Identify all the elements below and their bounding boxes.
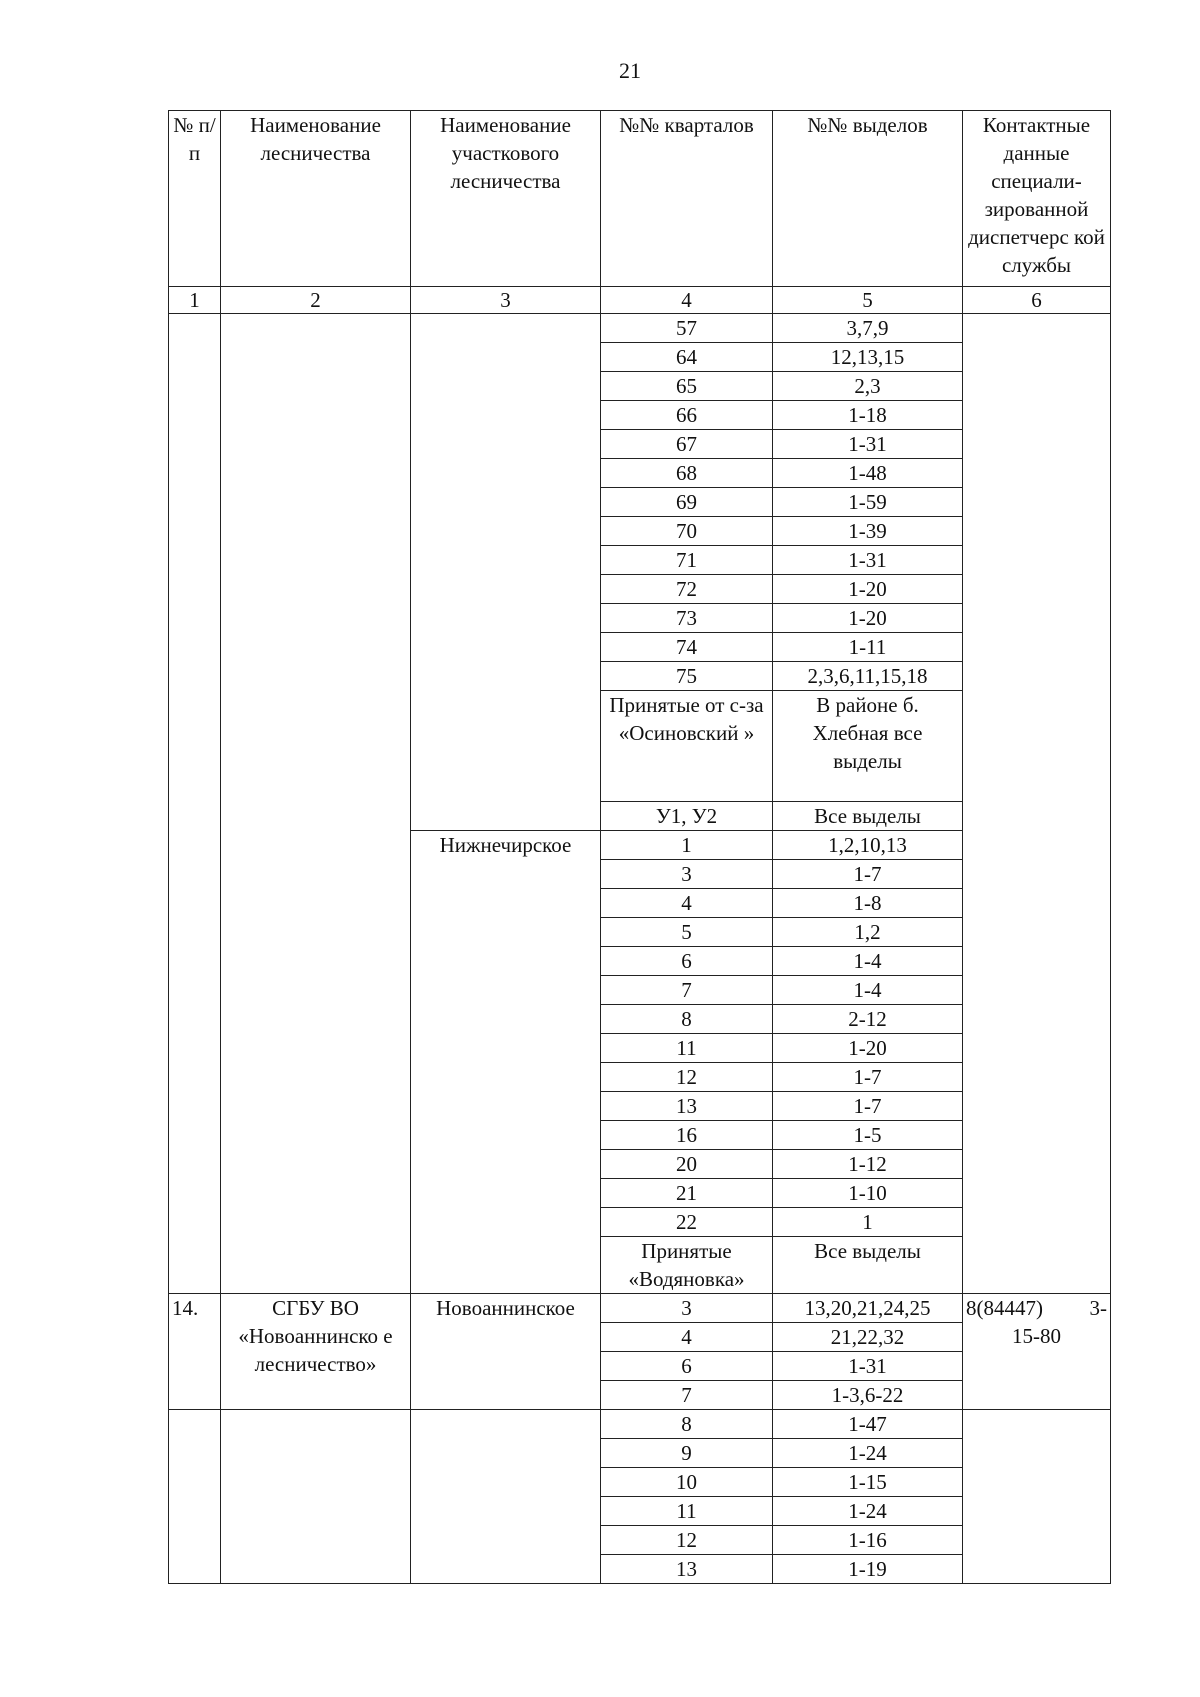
plots-cell: 1 xyxy=(773,1208,963,1237)
contact-line-2: 15-80 xyxy=(1012,1324,1061,1348)
col-number-6: 6 xyxy=(963,287,1111,314)
quarter-cell: 13 xyxy=(601,1092,773,1121)
quarter-cell: 67 xyxy=(601,430,773,459)
quarter-cell: 66 xyxy=(601,401,773,430)
row-number-cell: 14. xyxy=(169,1294,221,1410)
plots-cell: Все выделы xyxy=(773,1237,963,1294)
district-cell: Новоаннинское xyxy=(411,1294,601,1410)
plots-cell: 1-15 xyxy=(773,1468,963,1497)
quarter-cell: 9 xyxy=(601,1439,773,1468)
header-quarters: №№ кварталов xyxy=(601,111,773,287)
plots-cell: 1-19 xyxy=(773,1555,963,1584)
quarter-cell: 12 xyxy=(601,1526,773,1555)
quarter-cell: 72 xyxy=(601,575,773,604)
quarter-cell: 20 xyxy=(601,1150,773,1179)
plots-cell: В районе б. Хлебная все выделы xyxy=(773,691,963,802)
quarter-cell: 3 xyxy=(601,860,773,889)
table-row xyxy=(169,1410,1111,1439)
col-number-4: 4 xyxy=(601,287,773,314)
number-cell-empty xyxy=(169,1410,221,1584)
district-cell: Нижнечирское xyxy=(411,831,601,1294)
plots-cell: 1-7 xyxy=(773,860,963,889)
plots-cell: 1-24 xyxy=(773,1439,963,1468)
contact-cell-empty xyxy=(963,314,1111,1294)
plots-cell: 1-4 xyxy=(773,976,963,1005)
quarter-cell: 21 xyxy=(601,1179,773,1208)
header-contacts: Контактные данные специали-зированной диспетчерс кой службы xyxy=(963,111,1111,287)
quarter-cell: 6 xyxy=(601,947,773,976)
quarter-cell: 12 xyxy=(601,1063,773,1092)
contact-info xyxy=(966,1294,1107,1350)
quarter-cell: 13 xyxy=(601,1555,773,1584)
quarter-cell: 5 xyxy=(601,918,773,947)
contact-line-1 xyxy=(966,1294,1107,1322)
district-cell-empty xyxy=(411,1410,601,1584)
quarter-cell: 10 xyxy=(601,1468,773,1497)
plots-cell: 1-20 xyxy=(773,604,963,633)
quarter-cell: 57 xyxy=(601,314,773,343)
plots-cell: 21,22,32 xyxy=(773,1323,963,1352)
plots-cell: 1,2,10,13 xyxy=(773,831,963,860)
plots-cell: 1-11 xyxy=(773,633,963,662)
plots-cell: 1-20 xyxy=(773,575,963,604)
quarter-cell: У1, У2 xyxy=(601,802,773,831)
plots-cell: 1-31 xyxy=(773,430,963,459)
forestry-name-cell: СГБУ ВО «Новоаннинско е лесничество» xyxy=(221,1294,411,1410)
quarter-cell: 74 xyxy=(601,633,773,662)
plots-cell: 1-31 xyxy=(773,546,963,575)
plots-cell: 1-47 xyxy=(773,1410,963,1439)
plots-cell: 1-7 xyxy=(773,1092,963,1121)
quarter-cell: 22 xyxy=(601,1208,773,1237)
number-cell-empty xyxy=(169,314,221,1294)
quarter-cell: 8 xyxy=(601,1410,773,1439)
forestry-cell-empty xyxy=(221,314,411,1294)
table-row xyxy=(169,1294,1111,1323)
quarter-cell: 71 xyxy=(601,546,773,575)
quarter-cell: 4 xyxy=(601,889,773,918)
plots-cell: 1,2 xyxy=(773,918,963,947)
contact-phone-prefix: 3- xyxy=(1089,1296,1107,1320)
plots-cell: 1-18 xyxy=(773,401,963,430)
header-plots: №№ выделов xyxy=(773,111,963,287)
col-number-1: 1 xyxy=(169,287,221,314)
plots-cell: 1-20 xyxy=(773,1034,963,1063)
quarter-cell: 1 xyxy=(601,831,773,860)
quarter-cell: 8 xyxy=(601,1005,773,1034)
plots-cell: 1-10 xyxy=(773,1179,963,1208)
plots-cell: 2,3,6,11,15,18 xyxy=(773,662,963,691)
forestry-cell-empty xyxy=(221,1410,411,1584)
plots-cell: 1-12 xyxy=(773,1150,963,1179)
plots-cell: 1-8 xyxy=(773,889,963,918)
quarter-cell: 7 xyxy=(601,1381,773,1410)
quarter-cell: Принятые от с-за «Осиновский » xyxy=(601,691,773,802)
quarter-cell: 69 xyxy=(601,488,773,517)
quarter-cell: 16 xyxy=(601,1121,773,1150)
quarter-cell: 68 xyxy=(601,459,773,488)
page-number: 21 xyxy=(619,58,641,83)
district-cell-empty xyxy=(411,314,601,831)
plots-cell: 1-39 xyxy=(773,517,963,546)
quarter-cell: 64 xyxy=(601,343,773,372)
plots-cell: 1-5 xyxy=(773,1121,963,1150)
plots-cell: 1-48 xyxy=(773,459,963,488)
plots-cell: Все выделы xyxy=(773,802,963,831)
contact-cell-empty xyxy=(963,1410,1111,1584)
plots-cell: 1-3,6-22 xyxy=(773,1381,963,1410)
table-row xyxy=(169,314,1111,343)
col-number-5: 5 xyxy=(773,287,963,314)
quarter-cell: 75 xyxy=(601,662,773,691)
forestry-table xyxy=(168,110,1111,1584)
plots-cell: 1-59 xyxy=(773,488,963,517)
header-district: Наименование участкового лесничества xyxy=(411,111,601,287)
table-body xyxy=(169,314,1111,1584)
contact-phone-code: 8(84447) xyxy=(966,1296,1043,1320)
quarter-cell: 6 xyxy=(601,1352,773,1381)
plots-cell: 12,13,15 xyxy=(773,343,963,372)
plots-cell: 13,20,21,24,25 xyxy=(773,1294,963,1323)
quarter-cell: Принятые «Водяновка» xyxy=(601,1237,773,1294)
header-forestry: Наименование лесничества xyxy=(221,111,411,287)
plots-cell: 1-24 xyxy=(773,1497,963,1526)
plots-cell: 1-16 xyxy=(773,1526,963,1555)
quarter-cell: 4 xyxy=(601,1323,773,1352)
table-header xyxy=(169,111,1111,314)
plots-cell: 1-4 xyxy=(773,947,963,976)
contact-cell xyxy=(963,1294,1111,1410)
plots-cell: 1-31 xyxy=(773,1352,963,1381)
col-number-3: 3 xyxy=(411,287,601,314)
column-number-row xyxy=(169,287,1111,314)
quarter-cell: 73 xyxy=(601,604,773,633)
quarter-cell: 11 xyxy=(601,1034,773,1063)
plots-cell: 1-7 xyxy=(773,1063,963,1092)
quarter-cell: 7 xyxy=(601,976,773,1005)
plots-cell: 2-12 xyxy=(773,1005,963,1034)
quarter-cell: 11 xyxy=(601,1497,773,1526)
header-row xyxy=(169,111,1111,287)
quarter-cell: 70 xyxy=(601,517,773,546)
plots-cell: 2,3 xyxy=(773,372,963,401)
quarter-cell: 65 xyxy=(601,372,773,401)
plots-cell: 3,7,9 xyxy=(773,314,963,343)
header-number: № п/п xyxy=(169,111,221,287)
quarter-cell: 3 xyxy=(601,1294,773,1323)
col-number-2: 2 xyxy=(221,287,411,314)
